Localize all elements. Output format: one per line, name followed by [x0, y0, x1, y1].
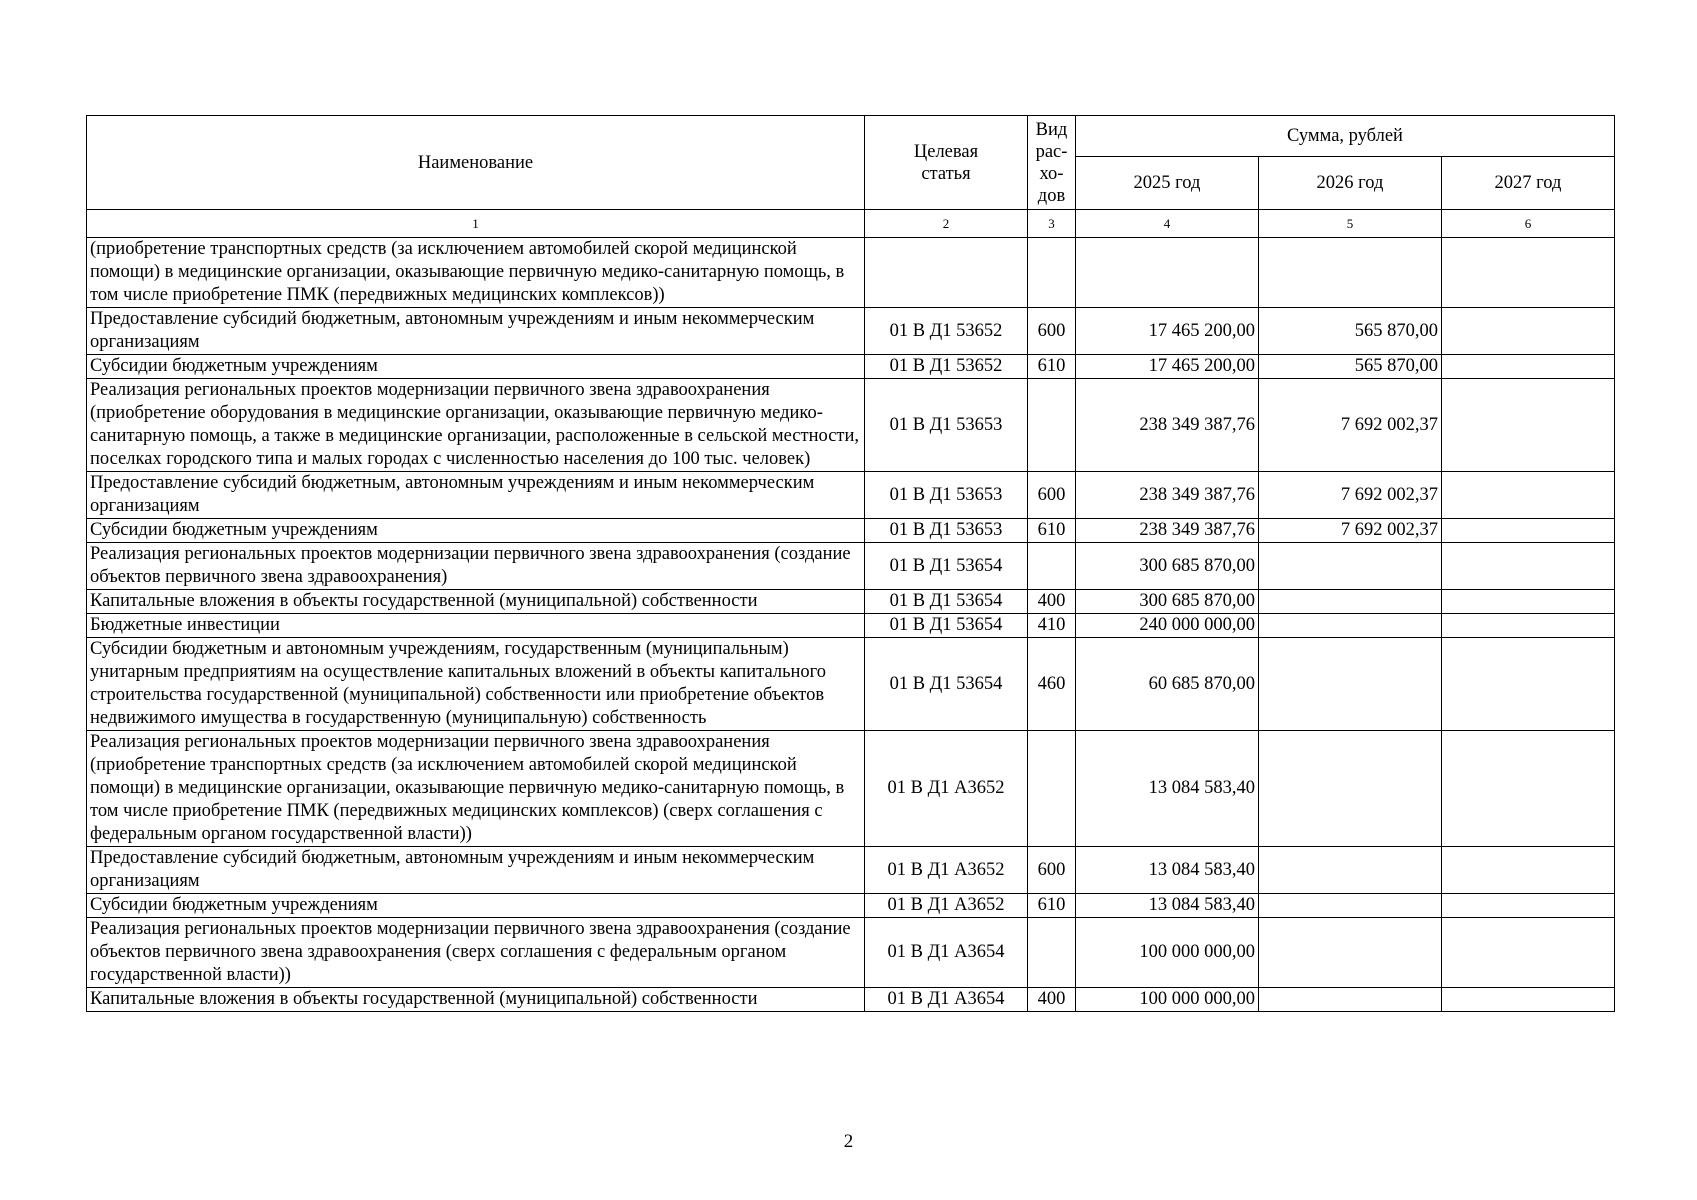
- row-amount-2026: [1259, 731, 1442, 847]
- row-target-article: 01 В Д1 53654: [865, 614, 1028, 638]
- column-number: 4: [1076, 210, 1259, 238]
- header-year-2026: 2026 год: [1259, 157, 1442, 210]
- row-expense-type: 600: [1028, 472, 1076, 519]
- row-amount-2025: 17 465 200,00: [1076, 308, 1259, 355]
- table-row: [87, 894, 1615, 918]
- row-amount-2027: [1442, 894, 1615, 918]
- table-row: [87, 379, 1615, 472]
- row-amount-2026: 7 692 002,37: [1259, 519, 1442, 543]
- row-expense-type: 400: [1028, 590, 1076, 614]
- row-amount-2026: [1259, 543, 1442, 590]
- row-target-article: 01 В Д1 53653: [865, 472, 1028, 519]
- row-amount-2027: [1442, 543, 1615, 590]
- table-row: [87, 638, 1615, 731]
- table-row: [87, 988, 1615, 1012]
- row-expense-type: [1028, 543, 1076, 590]
- row-expense-type: 610: [1028, 519, 1076, 543]
- row-amount-2027: [1442, 590, 1615, 614]
- row-expense-type: 600: [1028, 847, 1076, 894]
- row-amount-2025: 238 349 387,76: [1076, 379, 1259, 472]
- table-row: [87, 847, 1615, 894]
- row-target-article: 01 В Д1 А3652: [865, 847, 1028, 894]
- row-target-article: 01 В Д1 А3654: [865, 988, 1028, 1012]
- row-name: Реализация региональных проектов модернизации первичного звена здравоохранения (приобретение оборудования в медицинские организации, оказывающие первичную медико-санитарную помощь, а также в медицинские организации, расположенные в сельской местности, поселках городского типа и малых городах с численностью населения до 100 тыс. человек): [87, 379, 865, 472]
- row-amount-2027: [1442, 614, 1615, 638]
- header-year-2025: 2025 год: [1076, 157, 1259, 210]
- row-target-article: [865, 238, 1028, 308]
- row-amount-2025: 17 465 200,00: [1076, 355, 1259, 379]
- row-name: Предоставление субсидий бюджетным, автономным учреждениям и иным некоммерческим организациям: [87, 308, 865, 355]
- row-amount-2026: [1259, 238, 1442, 308]
- row-amount-2025: 13 084 583,40: [1076, 894, 1259, 918]
- row-name: Субсидии бюджетным и автономным учреждениям, государственным (муниципальным) унитарным предприятиям на осуществление капитальных вложений в объекты капитального строительства государственной (муниципальной) собственности или приобретение объектов недвижимого имущества в государственную (муниципальную) собственность: [87, 638, 865, 731]
- table-row: [87, 543, 1615, 590]
- row-amount-2025: 300 685 870,00: [1076, 590, 1259, 614]
- row-expense-type: 600: [1028, 308, 1076, 355]
- table-row: [87, 472, 1615, 519]
- table-row: [87, 355, 1615, 379]
- row-amount-2026: 7 692 002,37: [1259, 379, 1442, 472]
- row-name: Реализация региональных проектов модернизации первичного звена здравоохранения (создание объектов первичного звена здравоохранения): [87, 543, 865, 590]
- row-expense-type: 610: [1028, 894, 1076, 918]
- row-expense-type: [1028, 379, 1076, 472]
- column-number: 2: [865, 210, 1028, 238]
- row-amount-2027: [1442, 519, 1615, 543]
- row-amount-2027: [1442, 847, 1615, 894]
- row-target-article: 01 В Д1 53654: [865, 590, 1028, 614]
- row-name: Субсидии бюджетным учреждениям: [87, 519, 865, 543]
- row-amount-2027: [1442, 238, 1615, 308]
- row-amount-2025: 240 000 000,00: [1076, 614, 1259, 638]
- table-row: [87, 918, 1615, 988]
- table-row: [87, 519, 1615, 543]
- table-row: [87, 614, 1615, 638]
- header-name: Наименование: [87, 116, 865, 210]
- row-amount-2025: [1076, 238, 1259, 308]
- column-number-row: [87, 210, 1615, 238]
- row-amount-2025: 100 000 000,00: [1076, 918, 1259, 988]
- column-number: 1: [87, 210, 865, 238]
- row-amount-2025: 300 685 870,00: [1076, 543, 1259, 590]
- row-target-article: 01 В Д1 53654: [865, 638, 1028, 731]
- row-amount-2026: 565 870,00: [1259, 355, 1442, 379]
- row-amount-2026: [1259, 918, 1442, 988]
- row-amount-2025: 100 000 000,00: [1076, 988, 1259, 1012]
- row-amount-2027: [1442, 472, 1615, 519]
- row-target-article: 01 В Д1 А3652: [865, 731, 1028, 847]
- row-name: Субсидии бюджетным учреждениям: [87, 894, 865, 918]
- header-target-article: Целевая статья: [865, 116, 1028, 210]
- row-amount-2026: [1259, 847, 1442, 894]
- row-target-article: 01 В Д1 53652: [865, 355, 1028, 379]
- row-target-article: 01 В Д1 53653: [865, 379, 1028, 472]
- row-expense-type: [1028, 918, 1076, 988]
- table-row: [87, 308, 1615, 355]
- row-amount-2026: [1259, 614, 1442, 638]
- row-amount-2026: [1259, 988, 1442, 1012]
- row-amount-2025: 13 084 583,40: [1076, 731, 1259, 847]
- header-sum-group: Сумма, рублей: [1076, 116, 1615, 157]
- row-expense-type: 610: [1028, 355, 1076, 379]
- row-amount-2025: 60 685 870,00: [1076, 638, 1259, 731]
- row-amount-2027: [1442, 918, 1615, 988]
- row-target-article: 01 В Д1 А3654: [865, 918, 1028, 988]
- row-amount-2027: [1442, 988, 1615, 1012]
- row-expense-type: [1028, 731, 1076, 847]
- header-expense-type: Вид рас- хо- дов: [1028, 116, 1076, 210]
- column-number: 6: [1442, 210, 1615, 238]
- row-target-article: 01 В Д1 53652: [865, 308, 1028, 355]
- page-number: 2: [843, 1131, 854, 1152]
- row-expense-type: 410: [1028, 614, 1076, 638]
- row-amount-2027: [1442, 308, 1615, 355]
- row-amount-2026: [1259, 894, 1442, 918]
- row-amount-2026: [1259, 590, 1442, 614]
- row-amount-2027: [1442, 355, 1615, 379]
- row-amount-2025: 238 349 387,76: [1076, 472, 1259, 519]
- row-amount-2026: 7 692 002,37: [1259, 472, 1442, 519]
- column-number: 5: [1259, 210, 1442, 238]
- row-name: Капитальные вложения в объекты государственной (муниципальной) собственности: [87, 590, 865, 614]
- row-expense-type: [1028, 238, 1076, 308]
- row-amount-2027: [1442, 638, 1615, 731]
- row-expense-type: 400: [1028, 988, 1076, 1012]
- row-name: (приобретение транспортных средств (за исключением автомобилей скорой медицинской помощи) в медицинские организации, оказывающие первичную медико-санитарную помощь, в том числе приобретение ПМК (передвижных медицинских комплексов)): [87, 238, 865, 308]
- row-target-article: 01 В Д1 53653: [865, 519, 1028, 543]
- table-row: [87, 238, 1615, 308]
- row-amount-2025: 13 084 583,40: [1076, 847, 1259, 894]
- row-amount-2025: 238 349 387,76: [1076, 519, 1259, 543]
- row-amount-2027: [1442, 731, 1615, 847]
- row-name: Реализация региональных проектов модернизации первичного звена здравоохранения (приобретение транспортных средств (за исключением автомобилей скорой медицинской помощи) в медицинские организации, оказывающие первичную медико-санитарную помощь, в том числе приобретение ПМК (передвижных медицинских комплексов) (сверх соглашения с федеральным органом государственной власти)): [87, 731, 865, 847]
- budget-table: [86, 115, 1615, 1012]
- column-number: 3: [1028, 210, 1076, 238]
- row-name: Предоставление субсидий бюджетным, автономным учреждениям и иным некоммерческим организациям: [87, 847, 865, 894]
- table-row: [87, 731, 1615, 847]
- row-amount-2027: [1442, 379, 1615, 472]
- header-year-2027: 2027 год: [1442, 157, 1615, 210]
- row-name: Бюджетные инвестиции: [87, 614, 865, 638]
- table-row: [87, 590, 1615, 614]
- row-name: Субсидии бюджетным учреждениям: [87, 355, 865, 379]
- row-target-article: 01 В Д1 53654: [865, 543, 1028, 590]
- row-name: Реализация региональных проектов модернизации первичного звена здравоохранения (создание объектов первичного звена здравоохранения (сверх соглашения с федеральным органом государственной власти)): [87, 918, 865, 988]
- row-expense-type: 460: [1028, 638, 1076, 731]
- row-name: Капитальные вложения в объекты государственной (муниципальной) собственности: [87, 988, 865, 1012]
- row-name: Предоставление субсидий бюджетным, автономным учреждениям и иным некоммерческим организациям: [87, 472, 865, 519]
- row-target-article: 01 В Д1 А3652: [865, 894, 1028, 918]
- row-amount-2026: 565 870,00: [1259, 308, 1442, 355]
- row-amount-2026: [1259, 638, 1442, 731]
